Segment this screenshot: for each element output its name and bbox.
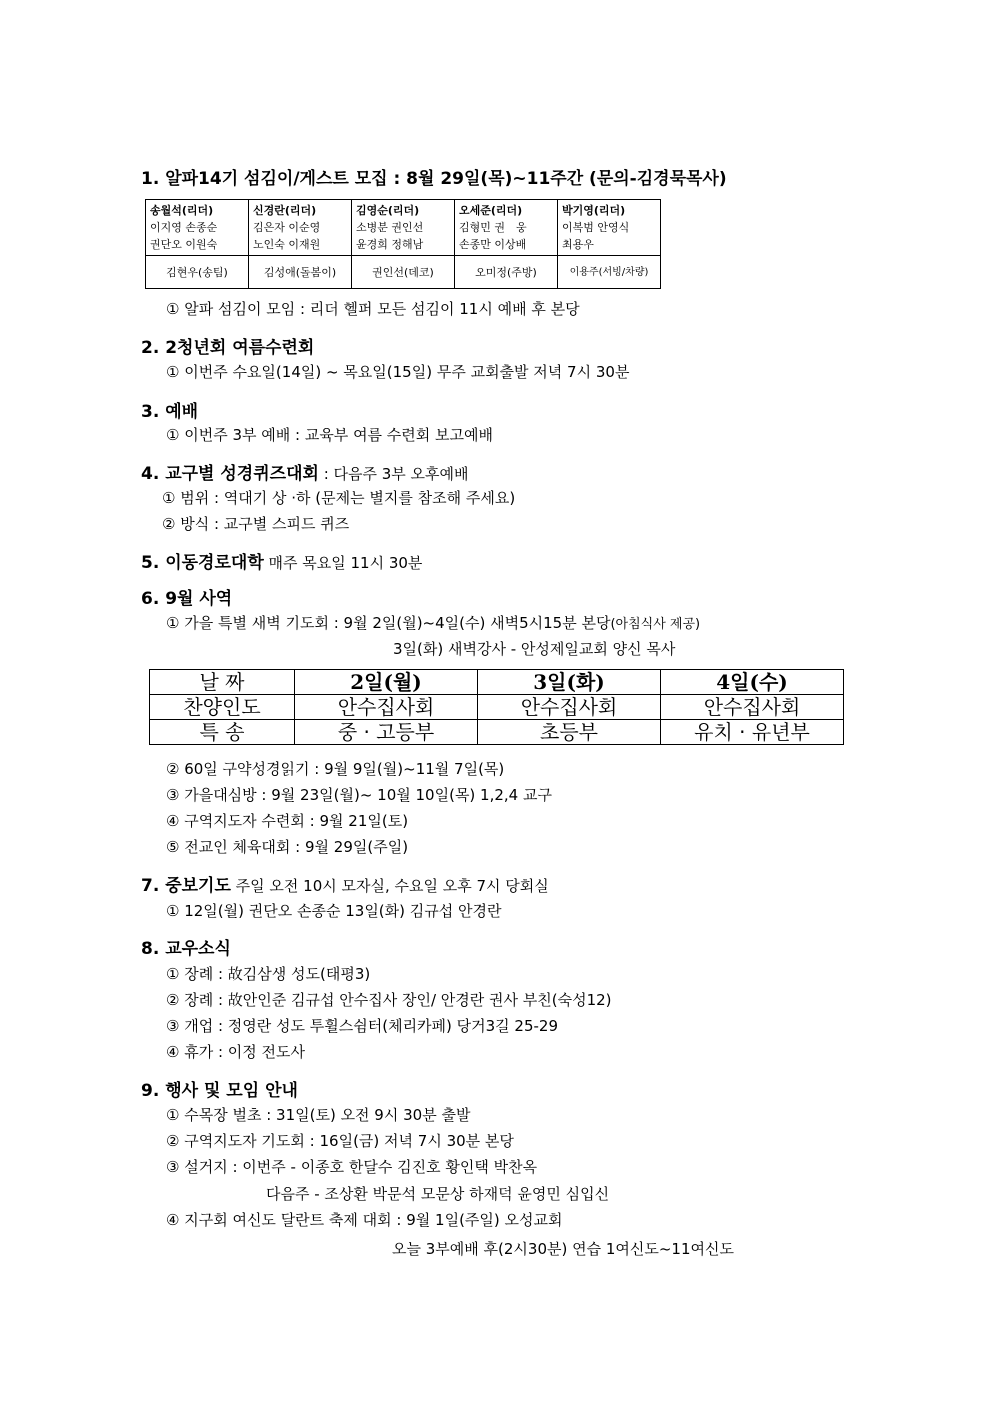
team-members: 노인숙 이재원 xyxy=(253,238,321,251)
section-7-title-rest: 주일 오전 10시 모자실, 수요일 오후 7시 당회실 xyxy=(230,877,549,895)
team-footer: 김현우(송팀) xyxy=(146,256,249,289)
table-cell: 초등부 xyxy=(478,720,661,745)
section-6-item-1-line-2: 3일(화) 새벽강사 - 안성제일교회 양신 목사 xyxy=(393,640,676,658)
section-5-title-bold: 5. 이동경로대학 xyxy=(141,553,264,573)
team-cell xyxy=(249,200,352,256)
table-header-day: 3일(화) xyxy=(478,670,661,695)
section-9-item-1: ① 수목장 벌초 : 31일(토) 오전 9시 30분 출발 xyxy=(166,1106,471,1124)
section-4-title xyxy=(141,459,469,484)
team-footer: 김성애(돌봄이) xyxy=(249,256,352,289)
table-header-day: 4일(수) xyxy=(661,670,844,695)
team-cell xyxy=(455,200,558,256)
section-6-item-5: ⑤ 전교인 체육대회 : 9월 29일(주일) xyxy=(166,838,409,856)
section-8-item-1: ① 장례 : 故김삼생 성도(태평3) xyxy=(166,965,371,983)
section-7-title-bold: 7. 중보기도 xyxy=(141,876,231,896)
team-leader: 신경란(리더) xyxy=(253,204,317,217)
section-4-title-bold: 4. 교구별 성경퀴즈대회 xyxy=(141,464,319,484)
section-7-title xyxy=(141,871,549,896)
team-leader: 오세준(리더) xyxy=(459,204,523,217)
table-cell: 중 · 고등부 xyxy=(295,720,478,745)
team-members: 이지영 손종순 xyxy=(150,221,218,234)
section-5-title-rest: 매주 목요일 11시 30분 xyxy=(263,554,423,572)
team-members: 윤경희 정해남 xyxy=(356,238,424,251)
team-members: 최용우 xyxy=(562,238,594,251)
section-9-title: 9. 행사 및 모임 안내 xyxy=(141,1081,298,1101)
section-6-item-1 xyxy=(166,612,700,633)
section-6-item-1-note: (아침식사 제공) xyxy=(610,617,701,632)
table-header-day: 2일(월) xyxy=(295,670,478,695)
team-members: 권단오 이원숙 xyxy=(150,238,218,251)
table-row xyxy=(150,670,844,695)
table-row xyxy=(150,720,844,745)
section-3-item-1: ① 이번주 3부 예배 : 교육부 여름 수련회 보고예배 xyxy=(166,426,494,444)
table-row xyxy=(146,200,661,256)
section-9-item-4-line-2: 오늘 3부예배 후(2시30분) 연습 1여신도~11여신도 xyxy=(392,1240,734,1258)
section-6-item-2: ② 60일 구약성경읽기 : 9월 9일(월)~11월 7일(목) xyxy=(166,760,505,778)
team-members: 이복범 안영식 xyxy=(562,221,630,234)
dawn-prayer-table xyxy=(149,669,844,745)
team-cell xyxy=(146,200,249,256)
section-3-title: 3. 예배 xyxy=(141,402,199,422)
section-2-title: 2. 2청년회 여름수련회 xyxy=(141,338,315,358)
table-row xyxy=(150,695,844,720)
section-2-item-1: ① 이번주 수요일(14일) ~ 목요일(15일) 무주 교회출발 저녁 7시 30분 xyxy=(166,363,630,381)
section-9-item-4: ④ 지구회 여신도 달란트 축제 대회 : 9월 1일(주일) 오성교회 xyxy=(166,1211,563,1229)
team-members: 손종만 이상배 xyxy=(459,238,527,251)
team-cell xyxy=(352,200,455,256)
team-footer: 권인선(데코) xyxy=(352,256,455,289)
section-8-item-4: ④ 휴가 : 이정 전도사 xyxy=(166,1043,306,1061)
section-6-item-3: ③ 가을대심방 : 9월 23일(월)~ 10월 10일(목) 1,2,4 교구 xyxy=(166,786,552,804)
section-9-item-3-line-2: 다음주 - 조상환 박문석 모문상 하재덕 윤영민 심입신 xyxy=(266,1185,610,1203)
section-1-item-1: ① 알파 섬김이 모임 : 리더 헬퍼 모든 섬김이 11시 예배 후 본당 xyxy=(166,300,580,318)
team-leader: 박기영(리더) xyxy=(562,204,626,217)
section-5-title xyxy=(141,548,422,573)
section-7-item-1: ① 12일(월) 권단오 손종순 13일(화) 김규섭 안경란 xyxy=(166,902,502,920)
section-8-item-2: ② 장례 : 故안인준 김규섭 안수집사 장인/ 안경란 권사 부친(숙성12) xyxy=(166,991,612,1009)
section-1-title: 1. 알파14기 섬김이/게스트 모집 : 8월 29일(목)~11주간 (문의-김경묵목사) xyxy=(141,169,727,189)
table-cell: 안수집사회 xyxy=(661,695,844,720)
team-members: 소병분 권인선 xyxy=(356,221,424,234)
section-6-title: 6. 9월 사역 xyxy=(141,589,233,609)
team-cell xyxy=(558,200,661,256)
table-cell: 안수집사회 xyxy=(295,695,478,720)
team-members: 김은자 이순영 xyxy=(253,221,321,234)
table-cell: 찬양인도 xyxy=(150,695,295,720)
team-leader: 김영순(리더) xyxy=(356,204,420,217)
section-4-title-rest: : 다음주 3부 오후예배 xyxy=(318,465,469,483)
team-leader: 송월석(리더) xyxy=(150,204,214,217)
table-row xyxy=(146,256,661,289)
team-footer: 이용주(서빙/차량) xyxy=(558,256,661,289)
section-9-item-3: ③ 설거지 : 이번주 - 이종호 한달수 김진호 황인택 박찬옥 xyxy=(166,1158,538,1176)
team-members: 김형민 권 웅 xyxy=(459,221,527,234)
section-8-item-3: ③ 개업 : 정영란 성도 투휠스쉼터(체리카페) 당거3길 25-29 xyxy=(166,1017,559,1035)
table-cell: 유치 · 유년부 xyxy=(661,720,844,745)
section-6-item-4: ④ 구역지도자 수련회 : 9월 21일(토) xyxy=(166,812,409,830)
section-8-title: 8. 교우소식 xyxy=(141,939,231,959)
table-cell: 특 송 xyxy=(150,720,295,745)
section-4-item-1: ① 범위 : 역대기 상 ·하 (문제는 별지를 참조해 주세요) xyxy=(162,489,516,507)
section-6-item-1-text: ① 가을 특별 새벽 기도회 : 9월 2일(월)~4일(수) 새벽5시15분 본당 xyxy=(166,614,611,632)
table-cell: 안수집사회 xyxy=(478,695,661,720)
section-4-item-2: ② 방식 : 교구별 스피드 퀴즈 xyxy=(162,515,350,533)
alpha-team-table xyxy=(145,199,661,289)
table-header-date: 날 짜 xyxy=(150,670,295,695)
team-footer: 오미정(주방) xyxy=(455,256,558,289)
section-9-item-2: ② 구역지도자 기도회 : 16일(금) 저녁 7시 30분 본당 xyxy=(166,1132,514,1150)
